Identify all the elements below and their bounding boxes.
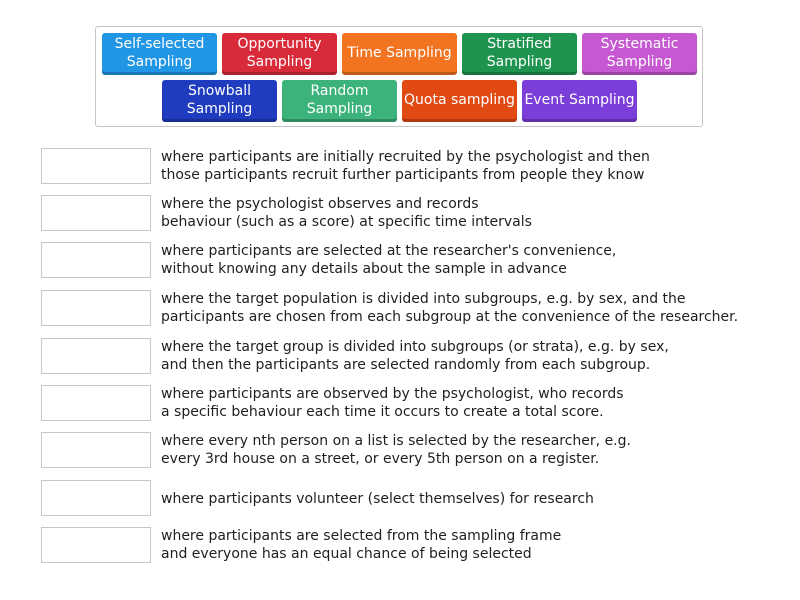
description (161, 195, 781, 231)
description (161, 338, 781, 374)
answer-bank (95, 26, 703, 127)
description-line: where the psychologist observes and records (161, 196, 479, 212)
description-line: where the target population is divided into subgroups, e.g. by sex, and the (161, 291, 686, 307)
description-line: without knowing any details about the sample in advance (161, 261, 567, 277)
match-row (41, 290, 781, 328)
tile-event-sampling[interactable]: Event Sampling (522, 80, 637, 122)
description-line: where participants volunteer (select themselves) for research (161, 491, 594, 507)
description (161, 148, 781, 184)
tile-random-sampling[interactable]: Random Sampling (282, 80, 397, 122)
description-line: participants are chosen from each subgroup at the convenience of the researcher. (161, 309, 739, 325)
description-line: where the target group is divided into subgroups (or strata), e.g. by sex, (161, 339, 669, 355)
description-line: a specific behaviour each time it occurs to create a total score. (161, 404, 604, 420)
match-row (41, 148, 781, 186)
description-line: and then the participants are selected randomly from each subgroup. (161, 357, 651, 373)
tile-systematic-sampling[interactable]: Systematic Sampling (582, 33, 697, 75)
drop-slot[interactable] (41, 338, 151, 374)
description-line: behaviour (such as a score) at specific time intervals (161, 214, 532, 230)
drop-slot[interactable] (41, 290, 151, 326)
description-line: where participants are selected from the sampling frame (161, 528, 562, 544)
match-row (41, 385, 781, 423)
description-line: where participants are initially recruited by the psychologist and then (161, 149, 650, 165)
tile-stratified-sampling[interactable]: Stratified Sampling (462, 33, 577, 75)
drop-slot[interactable] (41, 432, 151, 468)
match-row (41, 242, 781, 280)
description (161, 385, 781, 421)
tile-snowball-sampling[interactable]: Snowball Sampling (162, 80, 277, 122)
drop-slot[interactable] (41, 527, 151, 563)
description-line: where every nth person on a list is selected by the researcher, e.g. (161, 433, 631, 449)
drop-slot[interactable] (41, 385, 151, 421)
description-line: those participants recruit further participants from people they know (161, 167, 645, 183)
tile-opportunity-sampling[interactable]: Opportunity Sampling (222, 33, 337, 75)
description (161, 242, 781, 278)
description-line: every 3rd house on a street, or every 5th person on a register. (161, 451, 600, 467)
tile-time-sampling[interactable]: Time Sampling (342, 33, 457, 75)
description (161, 432, 781, 468)
description-line: where participants are observed by the psychologist, who records (161, 386, 624, 402)
match-row (41, 432, 781, 470)
tile-quota-sampling[interactable]: Quota sampling (402, 80, 517, 122)
description (161, 527, 781, 563)
match-row (41, 195, 781, 233)
drop-slot[interactable] (41, 195, 151, 231)
description-line: and everyone has an equal chance of being selected (161, 546, 532, 562)
description (161, 490, 781, 508)
description-line: where participants are selected at the researcher's convenience, (161, 243, 617, 259)
match-row (41, 527, 781, 565)
tile-self-selected-sampling[interactable]: Self-selected Sampling (102, 33, 217, 75)
match-row (41, 338, 781, 376)
drop-slot[interactable] (41, 480, 151, 516)
match-row (41, 480, 781, 518)
description (161, 290, 781, 326)
drop-slot[interactable] (41, 242, 151, 278)
drop-slot[interactable] (41, 148, 151, 184)
